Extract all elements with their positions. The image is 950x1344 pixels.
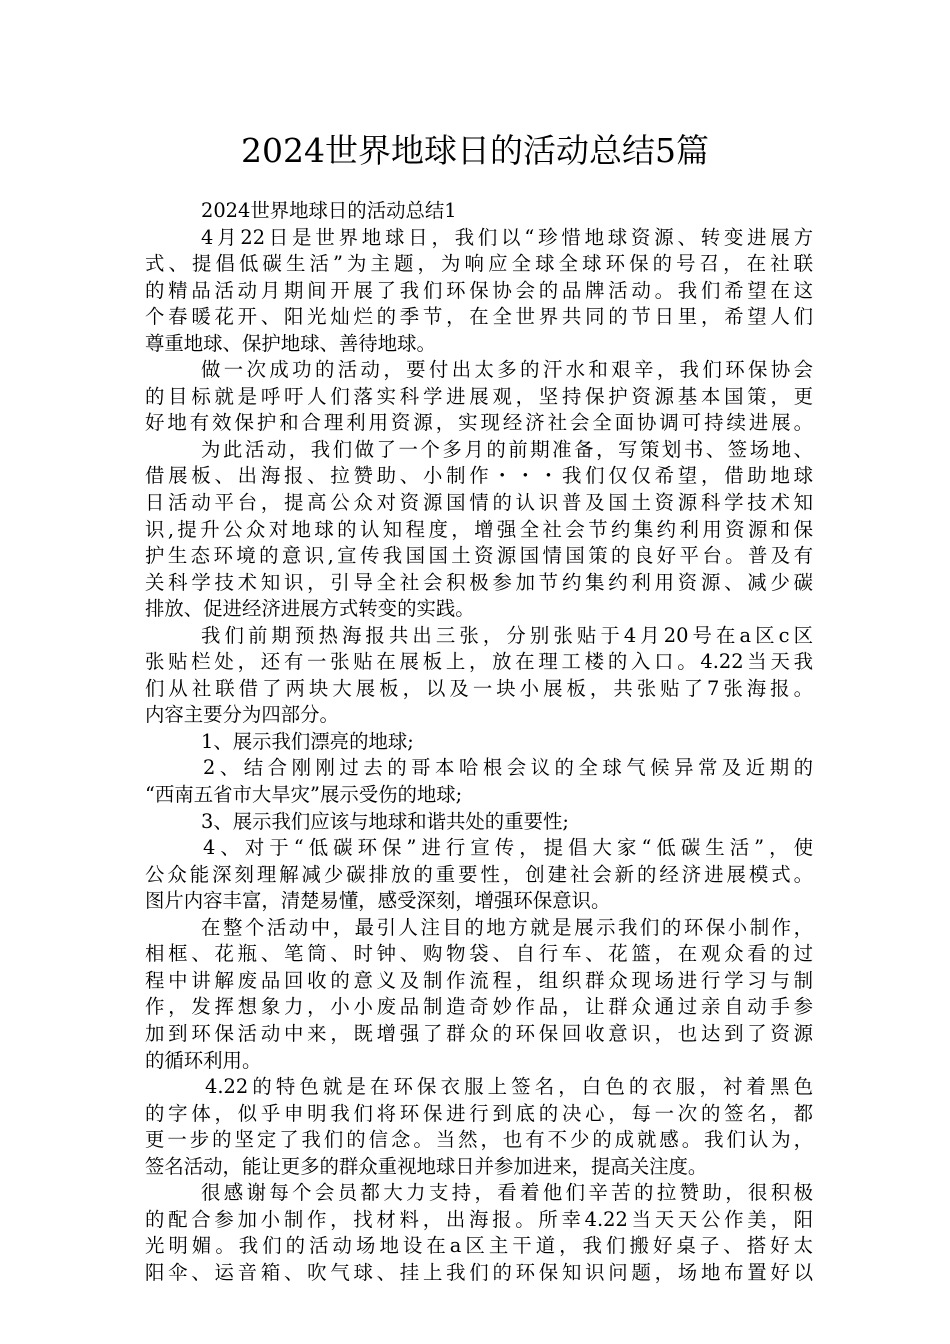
text-line: 的精品活动月期间开展了我们环保协会的品牌活动。我们希望在这	[145, 278, 813, 302]
text-line: 的字体，似乎申明我们将环保进行到底的决心，每一次的签名，都	[145, 1101, 813, 1125]
text-line: 们从社联借了两块大展板，以及一块小展板，共张贴了7张海报。	[145, 676, 813, 700]
text-line: 图片内容丰富，清楚易懂，感受深刻，增强环保意识。	[145, 889, 611, 913]
text-line: 阳伞、运音箱、吹气球、挂上我们的环保知识问题，场地布置好以	[145, 1260, 813, 1284]
text-line: 尊重地球、保护地球、善待地球。	[145, 331, 436, 355]
text-line: 程中讲解废品回收的意义及制作流程，组织群众现场进行学习与制	[145, 968, 813, 992]
text-line: 光明媚。我们的活动场地设在a区主干道，我们搬好桌子、搭好太	[145, 1234, 813, 1258]
text-line: 相框、花瓶、笔筒、时钟、购物袋、自行车、花篮，在观众看的过	[145, 942, 813, 966]
list-item: 1、展示我们漂亮的地球;	[201, 729, 414, 753]
text-line: 为此活动，我们做了一个多月的前期准备，写策划书、签场地、	[201, 437, 813, 461]
text-line: 内容主要分为四部分。	[145, 703, 339, 727]
document-body	[145, 198, 813, 1286]
text-line: 借展板、出海报、拉赞助、小制作・・・我们仅仅希望，借助地球	[145, 464, 813, 488]
text-line: 的目标就是呼吁人们落实科学进展观，坚持保护资源基本国策，更	[145, 384, 813, 408]
list-item: 2、结合刚刚过去的哥本哈根会议的全球气候异常及近期的	[203, 756, 813, 780]
document-title: 2024世界地球日的活动总结5篇	[241, 131, 709, 170]
text-line: 签名活动，能让更多的群众重视地球日并参加进来，提高关注度。	[145, 1154, 708, 1178]
text-line: “西南五省市大旱灾”展示受伤的地球;	[145, 783, 463, 807]
text-line: 的配合参加小制作，找材料，出海报。所幸4.22当天天公作美，阳	[145, 1207, 813, 1231]
text-line: 4月22日是世界地球日，我们以“珍惜地球资源、转变进展方	[201, 225, 813, 249]
text-line: 个春暖花开、阳光灿烂的季节，在全世界共同的节日里，希望人们	[145, 305, 813, 329]
text-line: 的循环利用。	[145, 1048, 262, 1072]
text-line: 更一步的坚定了我们的信念。当然，也有不少的成就感。我们认为，	[145, 1128, 813, 1152]
text-line: 张贴栏处，还有一张贴在展板上，放在理工楼的入口。4.22当天我	[145, 650, 813, 674]
text-line: 作，发挥想象力，小小废品制造奇妙作品，让群众通过亲自动手参	[145, 995, 813, 1019]
text-line: 排放、促进经济进展方式转变的实践。	[145, 597, 475, 621]
section-heading: 2024世界地球日的活动总结1	[201, 199, 457, 222]
text-line: 做一次成功的活动，要付出太多的汗水和艰辛，我们环保协会	[201, 358, 813, 382]
text-line: 我们前期预热海报共出三张，分别张贴于4月20号在a区c区	[201, 623, 813, 647]
text-line: 护生态环境的意识,宣传我国国土资源国情国策的良好平台。普及有	[145, 544, 813, 568]
text-line: 识,提升公众对地球的认知程度，增强全社会节约集约利用资源和保	[145, 517, 813, 541]
text-line: 很感谢每个会员都大力支持，看着他们辛苦的拉赞助，很积极	[201, 1181, 813, 1205]
text-line: 加到环保活动中来，既增强了群众的环保回收意识，也达到了资源	[145, 1021, 813, 1045]
text-line: 关科学技术知识，引导全社会积极参加节约集约利用资源、减少碳	[145, 570, 813, 594]
text-line: 式、提倡低碳生活”为主题，为响应全球全球环保的号召，在社联	[145, 252, 813, 276]
list-item: 4、对于“低碳环保”进行宣传，提倡大家“低碳生活”，使	[203, 836, 813, 860]
text-line: 日活动平台，提高公众对资源国情的认识普及国土资源科学技术知	[145, 491, 813, 515]
text-line: 公众能深刻理解减少碳排放的重要性，创建社会新的经济进展模式。	[145, 862, 813, 886]
text-line: 4.22的特色就是在环保衣服上签名，白色的衣服，衬着黑色	[205, 1075, 813, 1099]
list-item: 3、展示我们应该与地球和谐共处的重要性;	[201, 809, 569, 833]
text-line: 在整个活动中，最引人注目的地方就是展示我们的环保小制作，	[201, 915, 813, 939]
text-line: 好地有效保护和合理利用资源，实现经济社会全面协调可持续进展。	[145, 411, 813, 435]
